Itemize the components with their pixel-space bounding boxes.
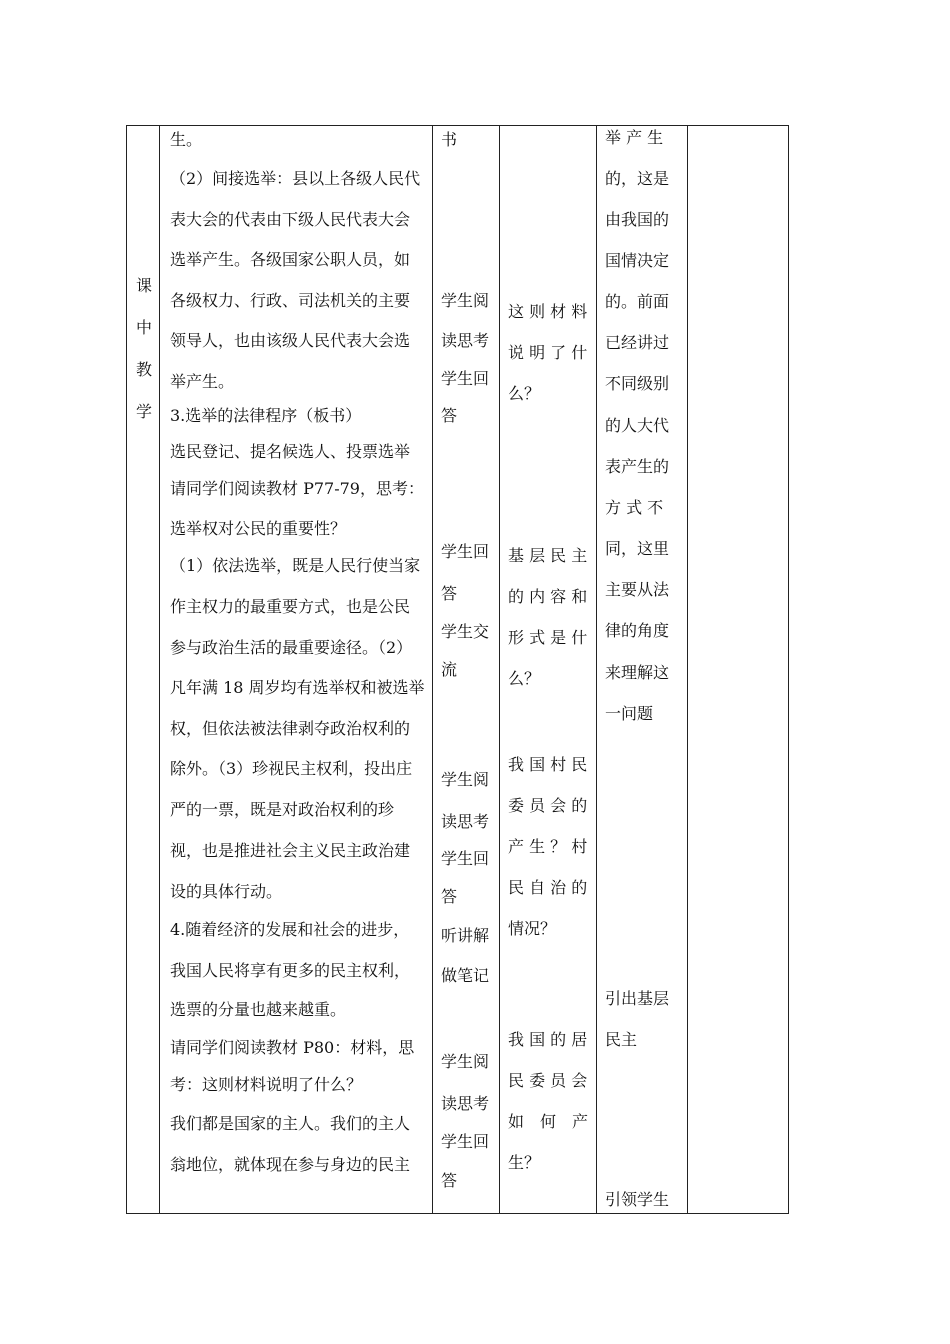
column-divider — [596, 126, 597, 1213]
activity-line: 答 — [441, 1171, 458, 1190]
intent-line: 引出基层 — [605, 989, 670, 1008]
content-line: 作主权力的最重要方式，也是公民 — [170, 597, 411, 616]
intent-line: 表产生的 — [605, 457, 670, 476]
activity-line: 学生阅 — [441, 291, 490, 310]
content-line: （2）间接选举：县以上各级人民代 — [170, 169, 421, 188]
activity-line: 答 — [441, 887, 458, 906]
intent-line: 的人大代 — [605, 416, 670, 435]
intent-line: 主要从法 — [605, 580, 670, 599]
question-line: 形 式 是 什 — [508, 628, 588, 647]
intent-line: 同，这里 — [605, 539, 670, 558]
intent-line: 律的角度 — [605, 621, 670, 640]
activity-line: 流 — [441, 660, 458, 679]
intent-line: 已经讲过 — [605, 333, 670, 352]
content-line: 选举权对公民的重要性？ — [170, 519, 347, 538]
content-line: 领导人，也由该级人民代表大会选 — [170, 331, 411, 350]
activity-line: 答 — [441, 584, 458, 603]
activity-line: 学生阅 — [441, 770, 490, 789]
column-divider — [159, 126, 160, 1213]
content-line: 选民登记、提名候选人、投票选举 — [170, 442, 411, 461]
column-divider — [687, 126, 688, 1213]
question-line: 么？ — [508, 384, 541, 403]
intent-line: 引领学生 — [605, 1190, 670, 1209]
content-line: 考：这则材料说明了什么？ — [170, 1075, 363, 1094]
content-line: 4.随着经济的发展和社会的进步， — [170, 920, 410, 939]
intent-line: 来理解这 — [605, 663, 670, 682]
stage-char: 中 — [135, 318, 152, 337]
intent-line: 举 产 生 — [605, 128, 664, 147]
content-line: 请同学们阅读教材 P77-79，思考： — [170, 479, 424, 498]
activity-line: 答 — [441, 406, 458, 425]
content-line: 请同学们阅读教材 P80：材料，思 — [170, 1038, 415, 1057]
stage-char: 教 — [135, 360, 152, 379]
activity-line: 学生回 — [441, 369, 490, 388]
intent-line: 由我国的 — [605, 210, 670, 229]
intent-line: 不同级别 — [605, 374, 670, 393]
intent-line: 的，这是 — [605, 169, 670, 188]
content-line: 我国人民将享有更多的民主权利， — [170, 961, 411, 980]
column-divider — [432, 126, 433, 1213]
activity-line: 读思考 — [441, 1094, 490, 1113]
question-line: 说 明 了 什 — [508, 343, 588, 362]
stage-char: 课 — [135, 276, 152, 295]
content-line: 除外。（3）珍视民主权利，投出庄 — [170, 759, 413, 778]
content-line: 我们都是国家的主人。我们的主人 — [170, 1114, 411, 1133]
content-line: 翁地位，就体现在参与身边的民主 — [170, 1155, 411, 1174]
intent-line: 一问题 — [605, 704, 654, 723]
question-line: 的 内 容 和 — [508, 587, 588, 606]
content-line: 表大会的代表由下级人民代表大会 — [170, 210, 411, 229]
question-line: 如 何 产 — [508, 1112, 589, 1131]
activity-line: 书 — [441, 130, 458, 149]
intent-line: 国情决定 — [605, 251, 670, 270]
question-line: 我 国 的 居 — [508, 1030, 588, 1049]
question-line: 生？ — [508, 1153, 541, 1172]
question-line: 这 则 材 料 — [508, 302, 588, 321]
activity-line: 学生回 — [441, 849, 490, 868]
question-line: 民 自 治 的 — [508, 878, 588, 897]
intent-line: 民主 — [605, 1030, 638, 1049]
content-line: 凡年满 18 周岁均有选举权和被选举 — [170, 678, 425, 697]
content-line: 3.选举的法律程序（板书） — [170, 406, 362, 425]
activity-line: 学生回 — [441, 1132, 490, 1151]
question-line: 委 员 会 的 — [508, 796, 588, 815]
content-line: （1）依法选举，既是人民行使当家 — [170, 556, 421, 575]
activity-line: 读思考 — [441, 331, 490, 350]
content-line: 各级权力、行政、司法机关的主要 — [170, 291, 411, 310]
stage-char: 学 — [135, 402, 152, 421]
intent-line: 的。前面 — [605, 292, 670, 311]
content-line: 权，但依法被法律剥夺政治权利的 — [170, 719, 411, 738]
content-line: 视，也是推进社会主义民主政治建 — [170, 841, 411, 860]
content-line: 设的具体行动。 — [170, 882, 283, 901]
question-line: 产 生 ？ 村 — [508, 837, 588, 856]
content-line: 严的一票，既是对政治权利的珍 — [170, 800, 395, 819]
content-line: 选票的分量也越来越重。 — [170, 1000, 347, 1019]
activity-line: 学生回 — [441, 542, 490, 561]
content-line: 选举产生。各级国家公职人员，如 — [170, 250, 411, 269]
activity-line: 学生交 — [441, 622, 490, 641]
activity-line: 学生阅 — [441, 1052, 490, 1071]
activity-line: 读思考 — [441, 812, 490, 831]
question-line: 么？ — [508, 669, 541, 688]
activity-line: 听讲解 — [441, 926, 490, 945]
lesson-table — [126, 125, 789, 1214]
content-line: 生。 — [170, 130, 203, 149]
question-line: 我 国 村 民 — [508, 755, 588, 774]
intent-line: 方 式 不 — [605, 498, 664, 517]
question-line: 民 委 员 会 — [508, 1071, 588, 1090]
question-line: 基 层 民 主 — [508, 546, 588, 565]
content-line: 参与政治生活的最重要途径。（2） — [170, 638, 413, 657]
content-line: 举产生。 — [170, 372, 235, 391]
column-divider — [499, 126, 500, 1213]
question-line: 情况？ — [508, 919, 557, 938]
activity-line: 做笔记 — [441, 966, 490, 985]
